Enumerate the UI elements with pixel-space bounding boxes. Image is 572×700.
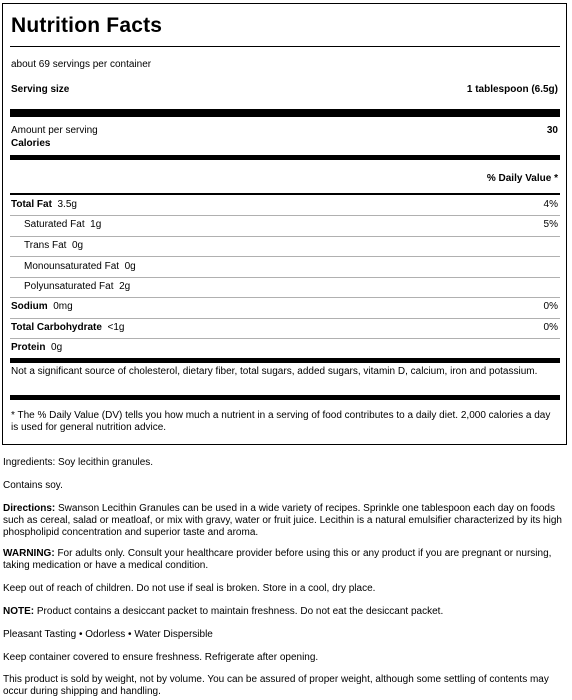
nutrient-amount: 0g xyxy=(51,342,63,353)
nutrient-name: Monounsaturated Fat xyxy=(24,261,120,272)
thick-divider xyxy=(10,109,560,117)
medium-divider xyxy=(10,358,560,363)
storage-statement: Keep container covered to ensure freshness. Refrigerate after opening. xyxy=(3,652,319,663)
nutrient-name: Polyunsaturated Fat xyxy=(24,281,114,292)
medium-divider xyxy=(10,395,560,400)
panel-title: Nutrition Facts xyxy=(11,14,163,37)
nutrient-amount: 0g xyxy=(71,240,84,251)
nutrient-name: Sodium xyxy=(11,301,48,312)
nutrient-row-monounsaturated-fat xyxy=(24,261,136,272)
serving-size-value: 1 tablespoon (6.5g) xyxy=(466,84,558,95)
serving-size-label: Serving size xyxy=(11,84,70,95)
nutrient-dv: 5% xyxy=(543,219,558,230)
nutrient-name: Saturated Fat xyxy=(24,219,85,230)
warning-text: For adults only. Consult your healthcare provider before using this or any product if you are pregnant or nursing, taking medication or have a medical condition. xyxy=(3,548,552,571)
nutrient-amount: 2g xyxy=(119,281,131,292)
nutrient-amount: 1g xyxy=(90,219,102,230)
ingredients: Ingredients: Soy lecithin granules. xyxy=(3,457,154,468)
nutrient-amount: 0g xyxy=(124,261,136,272)
nutrient-dv: 0% xyxy=(543,301,558,312)
calories-value: 30 xyxy=(546,125,558,136)
row-divider xyxy=(10,236,560,237)
row-divider xyxy=(10,297,560,298)
allergen-statement: Contains soy. xyxy=(3,480,63,491)
nutrient-amount: 3.5g xyxy=(57,199,77,210)
features: Pleasant Tasting • Odorless • Water Dispersible xyxy=(3,629,213,640)
row-divider xyxy=(10,215,560,216)
calories-label: Calories xyxy=(11,138,51,149)
divider xyxy=(10,193,560,195)
nutrient-dv: 0% xyxy=(543,322,558,333)
row-divider xyxy=(10,256,560,257)
row-divider xyxy=(10,318,560,319)
medium-divider xyxy=(10,155,560,160)
daily-value-header: % Daily Value * xyxy=(486,173,558,184)
nutrient-amount: <1g xyxy=(107,322,125,333)
daily-value-footnote: * The % Daily Value (DV) tells you how much a nutrient in a serving of food contributes to a daily diet. 2,000 calories a day is used for general nutrition advice. xyxy=(11,410,551,433)
note xyxy=(3,606,568,618)
nutrient-row-polyunsaturated-fat xyxy=(24,281,130,292)
nutrient-name: Total Carbohydrate xyxy=(11,322,102,333)
nutrition-facts-panel xyxy=(2,3,567,445)
divider xyxy=(10,46,560,47)
servings-per-container: about 69 servings per container xyxy=(11,59,152,70)
nutrient-row-protein xyxy=(11,342,62,353)
nutrient-name: Total Fat xyxy=(11,199,52,210)
nutrient-name: Trans Fat xyxy=(24,240,67,251)
nutrient-row-saturated-fat xyxy=(24,219,101,230)
directions-label: Directions: xyxy=(3,503,56,514)
weight-statement: This product is sold by weight, not by volume. You can be assured of proper weight, although some settling of contents may occur during shipping and handling. xyxy=(3,674,549,697)
row-divider xyxy=(10,277,560,278)
nutrient-row-sodium xyxy=(11,301,73,312)
nutrient-row-trans-fat xyxy=(24,240,83,251)
warning xyxy=(3,548,568,572)
not-significant-statement: Not a significant source of cholesterol, dietary fiber, total sugars, added sugars, vitamin D, calcium, iron and potassium. xyxy=(11,366,538,377)
nutrient-amount: 0mg xyxy=(53,301,73,312)
row-divider xyxy=(10,338,560,339)
nutrient-row-total-fat xyxy=(11,199,77,210)
amount-per-serving: Amount per serving xyxy=(11,125,98,136)
note-text: Product contains a desiccant packet to maintain freshness. Do not eat the desiccant packet. xyxy=(34,606,444,617)
directions-text: Swanson Lecithin Granules can be used in a wide variety of recipes. Sprinkle one tablespoon each day on foods such as cereal, salad or meatloaf, or mix with gravy, water or fruit juice. Lecithin is a natural emulsifier characterized by its high phospholipid concentration and superior taste and aroma. xyxy=(3,503,562,538)
directions xyxy=(3,503,568,539)
note-label: NOTE: xyxy=(3,606,35,617)
keep-out-statement: Keep out of reach of children. Do not use if seal is broken. Store in a cool, dry place. xyxy=(3,583,376,594)
nutrient-dv: 4% xyxy=(543,199,558,210)
nutrient-row-total-carbohydrate xyxy=(11,322,124,333)
warning-label: WARNING: xyxy=(3,548,55,559)
nutrient-name: Protein xyxy=(11,342,46,353)
